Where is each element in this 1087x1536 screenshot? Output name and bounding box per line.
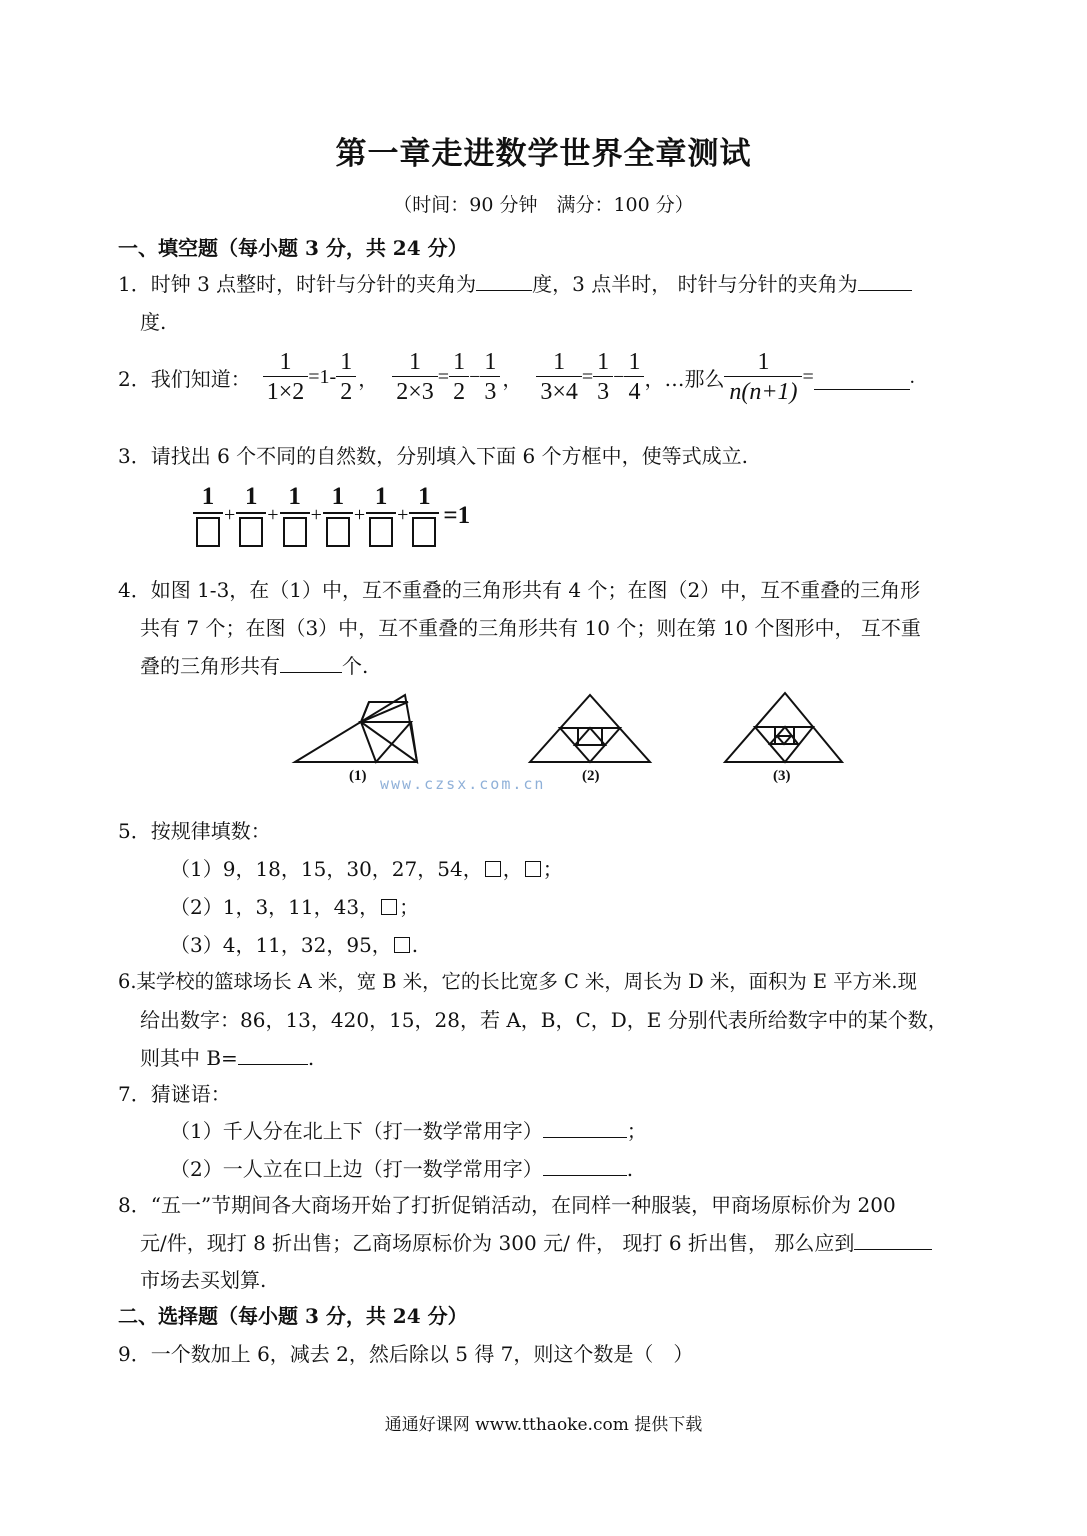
- answer-box[interactable]: [326, 517, 350, 547]
- question-6-line-3: 则其中 B= .: [140, 1046, 315, 1070]
- exam-info: （时间：90 分钟 满分：100 分）: [393, 194, 694, 216]
- question-7-riddle-2: （2）一人立在口上边（打一数学常用字） .: [170, 1157, 634, 1181]
- answer-box[interactable]: [485, 861, 501, 877]
- fraction: $\frac{1}{2}$: [336, 348, 356, 407]
- answer-box[interactable]: [196, 517, 220, 547]
- box-fraction: 1: [323, 484, 353, 547]
- question-8-line-1: 8．“五一”节期间各大商场开始了打折促销活动，在同样一种服装，甲商场原标价为 200: [118, 1193, 896, 1217]
- figure-1: [295, 695, 417, 762]
- answer-blank[interactable]: [543, 1157, 627, 1176]
- question-1-line-1: 1．时钟 3 点整时，时针与分针的夹角为 度，3 点半时， 时针与分针的夹角为: [118, 268, 912, 297]
- answer-box[interactable]: [412, 517, 436, 547]
- question-3-text: 3．请找出 6 个不同的自然数，分别填入下面 6 个方框中，使等式成立.: [118, 444, 748, 468]
- question-4-line-2: 共有 7 个；在图（3）中，互不重叠的三角形共有 10 个；则在第 10 个图形中， 互不重: [140, 616, 921, 640]
- answer-blank[interactable]: [280, 654, 342, 673]
- box-fraction: 1: [409, 484, 439, 547]
- watermark: www.czsx.com.cn: [380, 775, 546, 793]
- box-fraction: 1: [193, 484, 223, 547]
- question-5-text: 5．按规律填数：: [118, 819, 271, 843]
- fraction: $\frac{1}{4}$: [624, 348, 644, 407]
- question-2: 2．我们知道： $\frac{1}{1\times 2}$ =1- $\frac{1}{2}$ ， $\frac{1}{2\times 3}$ = $\frac{1}{2}$ − $\frac{1}{3}$ ， $\frac{1}{3\times 4}$ = $\frac{1}{3}$ − $\frac{1}{4}$ ，…那么 $\frac{1}{n(n+1)}$ = .: [118, 349, 915, 405]
- fraction: $\frac{1}{3\times 4}$: [536, 348, 582, 407]
- fraction: $\frac{1}{3}$: [480, 348, 500, 407]
- question-4-line-3: 叠的三角形共有 个.: [140, 654, 369, 678]
- fraction: $\frac{1}{3}$: [593, 348, 613, 407]
- figure-2-label: (2): [582, 768, 600, 784]
- answer-box[interactable]: [239, 517, 263, 547]
- box-fraction: 1: [366, 484, 396, 547]
- fraction: $\frac{1}{2\times 3}$: [392, 348, 438, 407]
- figure-3-label: (3): [773, 768, 791, 784]
- question-7-text: 7．猜谜语：: [118, 1082, 231, 1106]
- question-6-line-2: 给出数字：86，13，420，15，28，若 A，B，C，D，E 分别代表所给数字中的某个数，: [140, 1008, 948, 1032]
- answer-blank[interactable]: [814, 371, 910, 390]
- answer-box[interactable]: [394, 937, 410, 953]
- answer-box[interactable]: [369, 517, 393, 547]
- answer-box[interactable]: [381, 899, 397, 915]
- question-5-part-2: （2）1，3，11，43， ；: [170, 895, 420, 919]
- section-heading-multiple-choice: 二、选择题（每小题 3 分，共 24 分）: [118, 1304, 468, 1328]
- question-8-line-2: 元/件，现打 8 折出售；乙商场原标价为 300 元/ 件， 现打 6 折出售， 那么应到: [140, 1227, 932, 1256]
- question-1-line-2: 度.: [140, 310, 167, 334]
- fraction: $\frac{1}{2}$: [449, 348, 469, 407]
- box-fraction: 1: [280, 484, 310, 547]
- figure-3: [725, 693, 842, 762]
- question-6-line-1: 6.某学校的篮球场长 A 米，宽 B 米，它的长比宽多 C 米，周长为 D 米，面积为 E 平方米.现: [118, 970, 917, 993]
- answer-blank[interactable]: [476, 272, 532, 291]
- question-4-line-1: 4．如图 1-3，在（1）中，互不重叠的三角形共有 4 个；在图（2）中，互不重叠的三角形: [118, 578, 921, 602]
- unit-fraction-equation: 1 + 1 + 1 + 1 + 1 + 1 =1: [193, 484, 470, 547]
- fraction: $\frac{1}{1\times 2}$: [263, 348, 309, 407]
- answer-blank[interactable]: [238, 1046, 308, 1065]
- section-heading-fill-in: 一、填空题（每小题 3 分，共 24 分）: [118, 236, 468, 260]
- question-5-part-1: （1）9，18，15，30，27，54， ， ；: [170, 857, 563, 881]
- figure-1-label: (1): [349, 768, 367, 784]
- box-fraction: 1: [236, 484, 266, 547]
- question-8-line-3: 市场去买划算.: [140, 1268, 267, 1292]
- question-9: 9．一个数加上 6，减去 2，然后除以 5 得 7，则这个数是（ ）: [118, 1342, 694, 1366]
- figure-2: [530, 695, 650, 762]
- page-title: 第一章走进数学世界全章测试: [335, 136, 752, 172]
- answer-blank[interactable]: [858, 272, 912, 291]
- fraction-general: $\frac{1}{n(n+1)}$: [724, 348, 802, 407]
- question-7-riddle-1: （1）千人分在北上下（打一数学常用字） ；: [170, 1119, 647, 1143]
- answer-blank[interactable]: [854, 1231, 932, 1250]
- answer-blank[interactable]: [543, 1119, 627, 1138]
- page-footer: 通通好课网 www.tthaoke.com 提供下载: [384, 1415, 703, 1435]
- answer-box[interactable]: [525, 861, 541, 877]
- question-5-part-3: （3）4，11，32，95， .: [170, 933, 419, 957]
- answer-box[interactable]: [283, 517, 307, 547]
